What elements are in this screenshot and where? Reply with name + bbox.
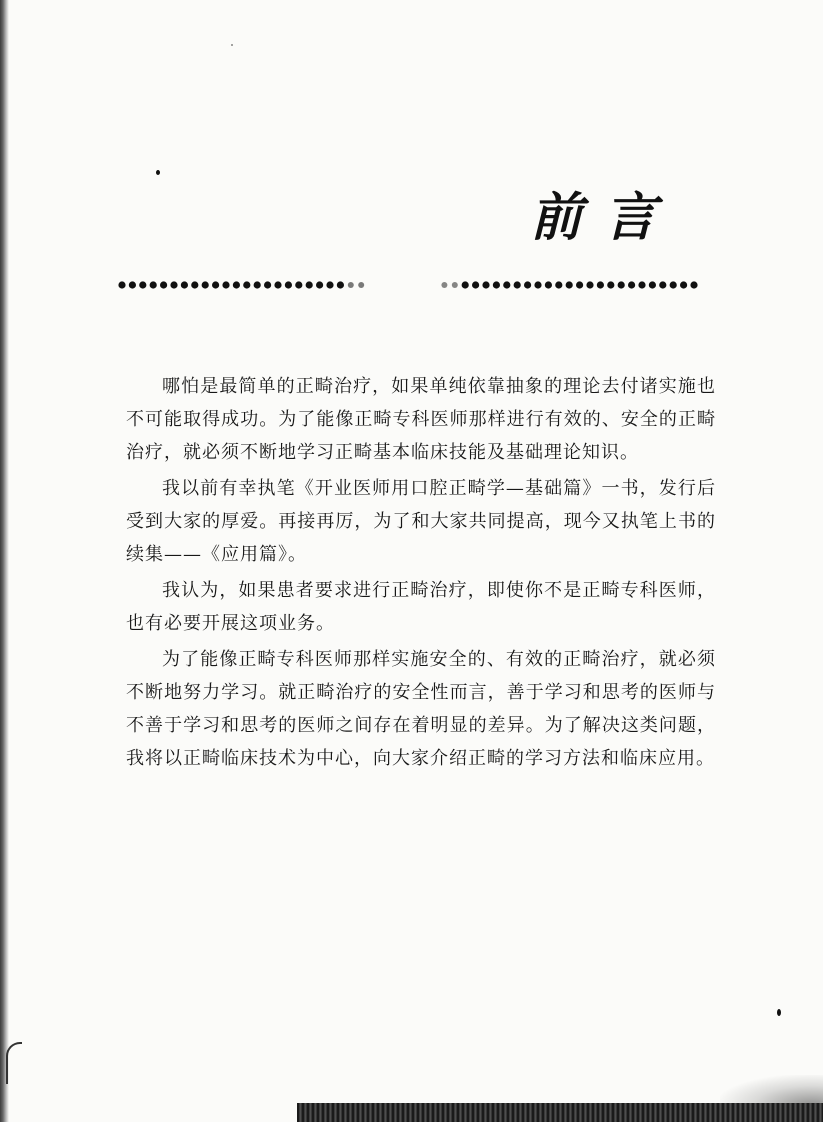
divider-dot xyxy=(274,281,281,288)
scan-page-curl xyxy=(6,1042,22,1084)
scan-binding-edge xyxy=(0,0,9,1122)
divider-dot xyxy=(638,281,645,288)
divider-dot xyxy=(316,281,323,288)
divider-dot xyxy=(618,281,625,288)
divider-dot xyxy=(150,281,157,288)
divider-dot xyxy=(326,281,333,288)
divider-dot xyxy=(555,281,562,288)
scan-bottom-bar xyxy=(297,1103,823,1122)
divider-dot xyxy=(285,281,292,288)
divider-dot xyxy=(160,281,167,288)
divider-dot xyxy=(181,281,188,288)
divider-dot xyxy=(472,281,479,288)
paragraph: 我以前有幸执笔《开业医师用口腔正畸学—基础篇》一书，发行后受到大家的厚爱。再接再厉，为了和大家共同提高，现今又执笔上书的续集——《应用篇》。 xyxy=(126,478,716,565)
divider-dot xyxy=(545,281,552,288)
divider-dot xyxy=(243,281,250,288)
divider-dot xyxy=(670,281,677,288)
divider-dot xyxy=(659,281,666,288)
divider-dot xyxy=(212,281,219,288)
divider-dot xyxy=(452,282,458,288)
divider-dot xyxy=(337,281,344,288)
divider-dot xyxy=(129,281,136,288)
divider-dot xyxy=(597,281,604,288)
divider-dot xyxy=(295,281,302,288)
divider-dot xyxy=(649,281,656,288)
divider-dot xyxy=(118,281,125,288)
divider-dot xyxy=(566,281,573,288)
divider-dot xyxy=(191,281,198,288)
dotted-divider xyxy=(118,279,708,291)
divider-dot xyxy=(254,281,261,288)
preface-body xyxy=(126,370,716,778)
divider-dot xyxy=(202,281,209,288)
divider-dot xyxy=(503,281,510,288)
divider-dot xyxy=(348,282,354,288)
divider-dot xyxy=(306,281,313,288)
divider-dot xyxy=(534,281,541,288)
paragraph: 我认为，如果患者要求进行正畸治疗，即使你不是正畸专科医师，也有必要开展这项业务。 xyxy=(126,580,716,634)
scan-shadow xyxy=(720,1075,823,1105)
paragraph: 哪怕是最简单的正畸治疗，如果单纯依靠抽象的理论去付诸实施也不可能取得成功。为了能像正畸专科医师那样进行有效的、安全的正畸治疗，就必须不断地学习正畸基本临床技能及基础理论知识。 xyxy=(126,376,716,463)
divider-dot xyxy=(462,281,469,288)
divider-dot xyxy=(514,281,521,288)
divider-dot xyxy=(441,282,447,288)
divider-dot xyxy=(170,281,177,288)
divider-dot xyxy=(607,281,614,288)
divider-dot xyxy=(233,281,240,288)
paragraph: 为了能像正畸专科医师那样实施安全的、有效的正畸治疗，就必须不断地努力学习。就正畸治疗的安全性而言，善于学习和思考的医师与不善于学习和思考的医师之间存在着明显的差异。为了解决这类问题，我将以正畸临床技术为中心，向大家介绍正畸的学习方法和临床应用。 xyxy=(126,649,716,769)
divider-dot xyxy=(482,281,489,288)
scan-speck xyxy=(777,1009,781,1016)
divider-dot xyxy=(493,281,500,288)
scan-speck xyxy=(156,170,160,175)
divider-dot xyxy=(690,281,697,288)
divider-dot xyxy=(139,281,146,288)
divider-dot xyxy=(576,281,583,288)
divider-dot xyxy=(358,282,364,288)
page-title: 前言 xyxy=(530,187,679,248)
scan-speck xyxy=(231,44,233,46)
divider-dot xyxy=(264,281,271,288)
divider-dot xyxy=(586,281,593,288)
divider-dot xyxy=(222,281,229,288)
divider-dot xyxy=(524,281,531,288)
divider-dot xyxy=(628,281,635,288)
divider-dot xyxy=(680,281,687,288)
